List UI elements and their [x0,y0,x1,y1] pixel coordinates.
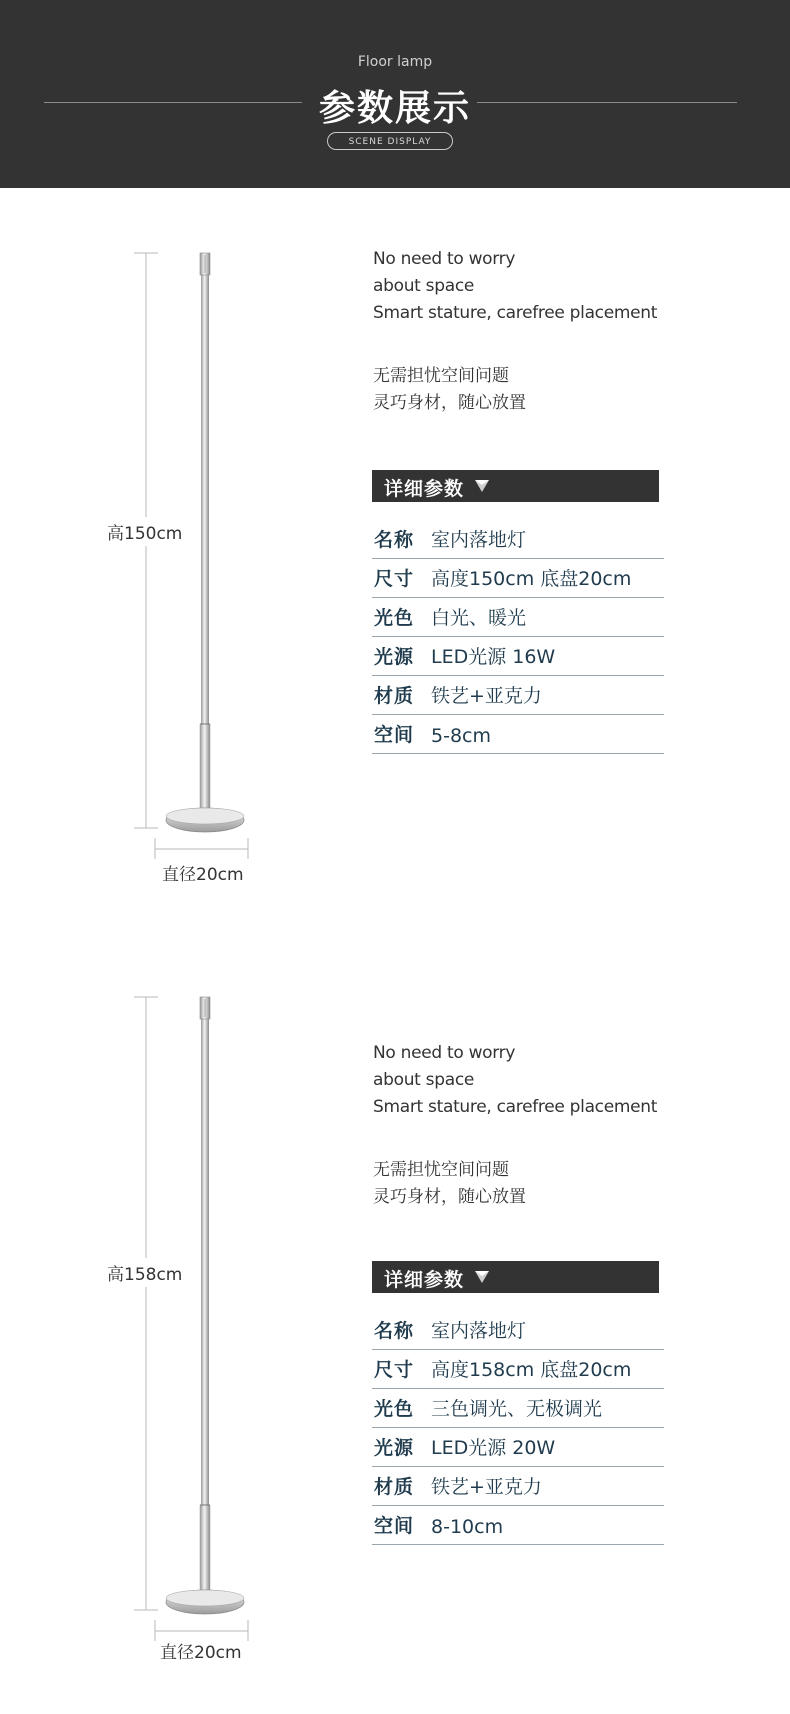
desc-cn-line: 无需担忧空间问题 [373,1160,509,1180]
triangle-down-icon [475,1271,489,1283]
floor-lamp-illustration [166,997,244,1614]
param-row [372,676,664,715]
param-key: 名称 [374,1320,415,1342]
desc-en-line: Smart stature, carefree placement [373,1097,658,1117]
diameter-dimension-line [155,838,248,859]
description-english [373,246,657,327]
param-key: 材质 [374,685,415,707]
diameter-label: 直径20cm [160,1643,242,1663]
desc-cn-line: 无需担忧空间问题 [373,366,509,386]
params-header-bar [372,1261,659,1293]
desc-cn-line: 灵巧身材，随心放置 [373,393,526,413]
param-value: LED光源 16W [431,646,556,668]
header-subtitle: Floor lamp [357,54,433,70]
desc-en-line: No need to worry [373,1043,516,1063]
param-row [372,1428,664,1467]
param-value: 室内落地灯 [431,529,527,551]
params-title: 详细参数 [384,1269,465,1291]
param-value: 白光、暖光 [431,607,527,629]
page-header [0,0,790,188]
param-key: 空间 [374,724,415,746]
height-label: 高150cm [107,517,182,546]
desc-en-line: about space [373,1070,475,1090]
desc-cn-line: 灵巧身材，随心放置 [373,1187,526,1207]
param-value: 8-10cm [431,1516,504,1538]
param-key: 空间 [374,1515,415,1537]
header-title: 参数展示 [318,88,471,129]
param-value: LED光源 20W [431,1437,556,1459]
params-title: 详细参数 [384,478,465,500]
param-row [372,559,664,598]
desc-en-line: No need to worry [373,249,516,269]
param-row [372,598,664,637]
description-chinese [373,363,526,417]
triangle-down-icon [475,480,489,492]
param-row [372,715,664,754]
height-dimension-line [134,997,158,1610]
param-key: 名称 [374,529,415,551]
param-value: 高度158cm 底盘20cm [431,1359,632,1381]
diameter-label: 直径20cm [162,865,244,885]
param-row [372,1311,664,1350]
description-english [373,1040,657,1121]
product-section-2 [0,985,790,1685]
param-row [372,637,664,676]
param-value: 5-8cm [431,725,491,747]
params-header-bar [372,470,659,502]
param-row [372,1389,664,1428]
description-chinese [373,1157,526,1211]
param-row [372,520,664,559]
param-key: 光色 [374,1398,415,1420]
param-key: 尺寸 [374,568,415,590]
scene-display-badge: SCENE DISPLAY [327,132,453,150]
product-section-1 [0,240,790,900]
param-value: 室内落地灯 [431,1320,527,1342]
param-key: 光源 [374,646,415,668]
param-value: 铁艺+亚克力 [431,1476,542,1498]
param-row [372,1506,664,1545]
desc-en-line: Smart stature, carefree placement [373,303,658,323]
height-label: 高158cm [107,1258,182,1287]
param-value: 三色调光、无极调光 [431,1398,603,1420]
param-key: 尺寸 [374,1359,415,1381]
param-row [372,1350,664,1389]
param-value: 铁艺+亚克力 [431,685,542,707]
desc-en-line: about space [373,276,475,296]
param-row [372,1467,664,1506]
param-value: 高度150cm 底盘20cm [431,568,632,590]
param-key: 材质 [374,1476,415,1498]
param-key: 光源 [374,1437,415,1459]
param-key: 光色 [374,607,415,629]
